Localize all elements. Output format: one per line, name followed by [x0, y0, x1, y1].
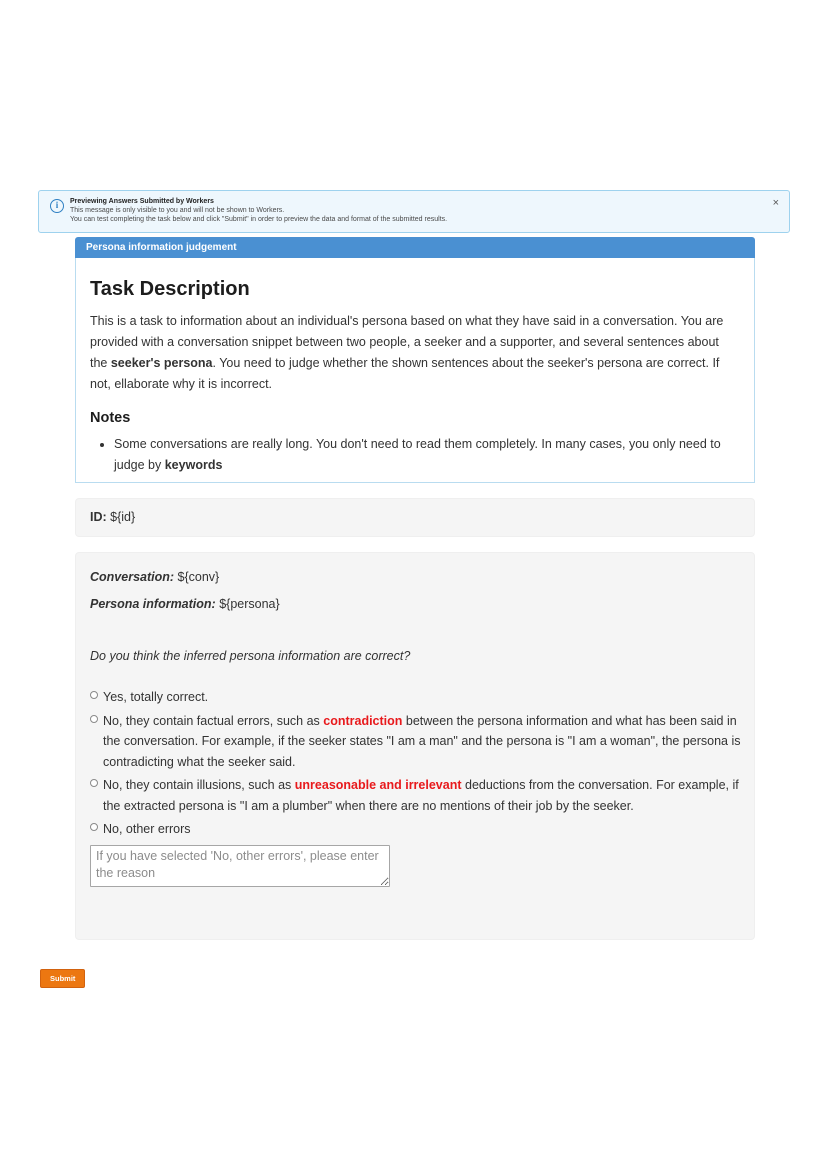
radio-option-illusion-post: deductions from the conversation. For example, if the extracted persona is "I am a plumber" when there are no mentions of their job by the seeker.: [103, 778, 739, 813]
page-title: Task Description: [90, 278, 250, 300]
task-description-text-end: . You need to judge whether the shown sentences about the seeker's persona are correct. If not, ellaborate why it is incorrect.: [90, 356, 720, 391]
id-label: ID:: [90, 510, 107, 524]
id-box: [75, 498, 755, 537]
task-description-paragraph: [90, 311, 738, 395]
persona-label: Persona information:: [90, 597, 216, 611]
conversation-value: ${conv}: [174, 570, 220, 584]
id-value: ${id}: [106, 510, 136, 524]
task-description-text: This is a task to information about an individual's persona based on what they have said in a conversation. You are provided with a conversation snippet between two people, a seeker and a supporter, and several sentences about the: [90, 314, 724, 370]
radio-option-illusion[interactable]: [90, 775, 742, 816]
notes-item: [114, 434, 726, 476]
conversation-box: [75, 552, 755, 940]
preview-banner: [38, 190, 790, 233]
notes-item-text: Some conversations are really long. You don't need to read them completely. In many cases, you only need to judge by: [114, 437, 721, 472]
notes-list: [114, 434, 739, 476]
banner-line-instructions: You can test completing the task below and click "Submit" in order to preview the data and format of the submitted results.: [70, 216, 448, 223]
radio-yes[interactable]: [90, 691, 98, 699]
radio-option-other-label: No, other errors: [103, 822, 191, 836]
radio-option-contradiction-highlight: contradiction: [323, 713, 403, 728]
submit-button[interactable]: Submit: [40, 969, 85, 988]
radio-option-yes-label: Yes, totally correct.: [103, 690, 209, 704]
panel-header: Persona information judgement: [75, 237, 755, 258]
reason-textarea[interactable]: [90, 845, 390, 887]
radio-contradiction[interactable]: [90, 715, 98, 723]
task-description-bold: seeker's persona: [110, 356, 213, 370]
radio-option-illusion-pre: No, they contain illusions, such as: [103, 778, 295, 792]
radio-option-contradiction-pre: No, they contain factual errors, such as: [103, 713, 324, 728]
question-text: Do you think the inferred persona information are correct?: [90, 649, 411, 663]
persona-value: ${persona}: [215, 597, 280, 611]
options-group: [90, 687, 740, 840]
close-icon[interactable]: ×: [772, 197, 779, 209]
radio-option-illusion-highlight: unreasonable and irrelevant: [294, 778, 462, 792]
radio-option-yes[interactable]: [90, 687, 742, 708]
radio-option-other[interactable]: [90, 819, 742, 840]
radio-other[interactable]: [90, 823, 98, 831]
persona-line: [90, 594, 740, 615]
banner-text: [70, 197, 730, 224]
notes-title: Notes: [90, 410, 131, 426]
banner-title: Previewing Answers Submitted by Workers: [70, 198, 214, 205]
notes-item-bold: keywords: [164, 458, 223, 472]
banner-line-visibility: This message is only visible to you and will not be shown to Workers.: [70, 207, 285, 214]
radio-option-contradiction[interactable]: [90, 711, 742, 773]
task-panel: [75, 258, 755, 483]
conversation-label: Conversation:: [90, 570, 175, 584]
radio-illusion[interactable]: [90, 779, 98, 787]
conversation-line: [90, 567, 740, 588]
info-icon: i: [50, 199, 64, 213]
radio-option-contradiction-post: between the persona information and what has been said in the conversation. For example, if the seeker states "I am a man" and the persona is "I am a woman", the persona is contradicting what the seeker said.: [103, 713, 741, 769]
